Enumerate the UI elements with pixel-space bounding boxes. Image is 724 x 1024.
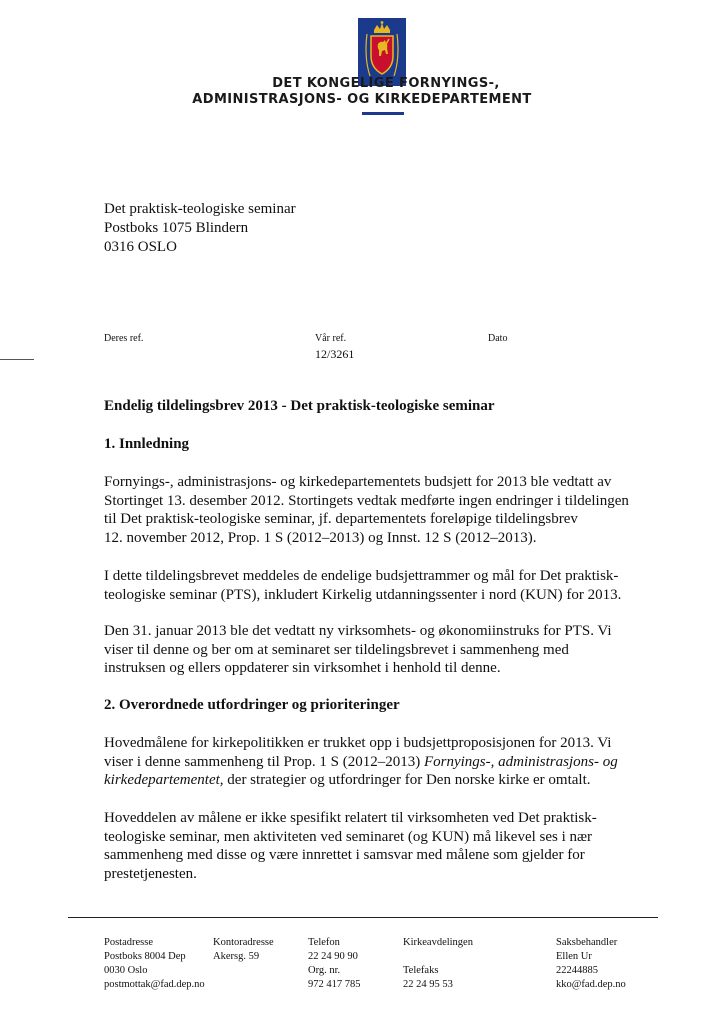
footer-saksbehandler	[556, 936, 626, 992]
footer-heading: Telefon	[308, 937, 340, 948]
paragraph-3	[104, 622, 664, 678]
paragraph-line: teologiske seminar, men aktiviteten ved seminaret (og KUN) må likevel ses i nær	[104, 828, 593, 845]
paragraph-line	[104, 753, 664, 772]
footer-postadresse	[104, 936, 205, 992]
ministry-name-line-2: ADMINISTRASJONS- OG KIRKEDEPARTEMENT	[192, 92, 532, 107]
paragraph-line: Stortinget 13. desember 2012. Stortingets vedtak medførte ingen endringer i tildelingen	[104, 492, 629, 509]
paragraph-line: teologiske seminar (PTS), inkludert Kirkelig utdanningssenter i nord (KUN) for 2013.	[104, 586, 622, 603]
paragraph-line	[104, 771, 664, 790]
section-2-heading: 2. Overordnede utfordringer og prioriteringer	[104, 697, 400, 713]
dato-label: Dato	[488, 333, 508, 344]
footer-value: Postboks 8004 Dep	[104, 951, 186, 962]
paragraph-4	[104, 734, 664, 790]
recipient-postbox: Postboks 1075 Blindern	[104, 220, 249, 236]
paragraph-5	[104, 809, 664, 883]
footer-value: 0030 Oslo	[104, 965, 148, 976]
header-divider	[362, 112, 404, 115]
paragraph-line: Den 31. januar 2013 ble det vedtatt ny virksomhets- og økonomiinstruks for PTS. Vi	[104, 623, 612, 639]
footer-kontoradresse	[213, 936, 274, 964]
fold-mark	[0, 359, 34, 360]
paragraph-line: Fornyings-, administrasjons- og kirkedepartementets budsjett for 2013 ble vedtatt av	[104, 474, 612, 490]
paragraph-line: 12. november 2012, Prop. 1 S (2012–2013) og Innst. 12 S (2012–2013).	[104, 529, 537, 546]
paragraph-line: prestetjenesten.	[104, 865, 197, 882]
footer-value: 972 417 785	[308, 979, 361, 990]
var-ref-label: Vår ref.	[315, 333, 347, 344]
paragraph-line: til Det praktisk-teologiske seminar, jf. departementets foreløpige tildelingsbrev	[104, 511, 578, 527]
paragraph-line: viser til denne og ber om at seminaret ser tildelingsbrevet i sammenheng med	[104, 641, 569, 658]
footer-heading: Kontoradresse	[213, 937, 274, 948]
footer-value: 22 24 90 90	[308, 951, 358, 962]
letter-title: Endelig tildelingsbrev 2013 - Det praktisk-teologiske seminar	[104, 398, 495, 414]
footer-heading: Saksbehandler	[556, 937, 618, 948]
paragraph-1	[104, 473, 664, 547]
footer-heading: Org. nr.	[308, 965, 341, 976]
footer-email[interactable]: postmottak@fad.dep.no	[104, 979, 205, 990]
footer-heading: Postadresse	[104, 937, 153, 948]
footer-telefon	[308, 936, 361, 992]
footer-value: Akersg. 59	[213, 951, 260, 962]
paragraph-line: sammenheng med disse og være innrettet i samsvar med målene som gjelder for	[104, 847, 585, 863]
footer-value: 22 24 95 53	[403, 979, 453, 990]
paragraph-line: Hovedmålene for kirkepolitikken er trukket opp i budsjettproposisjonen for 2013. Vi	[104, 735, 612, 751]
recipient-postcode-city: 0316 OSLO	[104, 239, 177, 255]
footer-value: Ellen Ur	[556, 951, 592, 962]
paragraph-line: instruksen og ellers oppdaterer sin virksomhet i henhold til denne.	[104, 660, 501, 676]
paragraph-text: der strategier og utfordringer for Den norske kirke er omtalt.	[223, 772, 591, 788]
footer-heading: Telefaks	[403, 965, 439, 976]
section-1-heading: 1. Innledning	[104, 436, 190, 452]
deres-ref-label: Deres ref.	[104, 333, 144, 344]
recipient-name: Det praktisk-teologiske seminar	[104, 201, 296, 217]
paragraph-line: I dette tildelingsbrevet meddeles de endelige budsjettrammer og mål for Det praktisk-	[104, 568, 619, 584]
footer-kirkeavdelingen	[403, 936, 473, 992]
paragraph-text: viser i denne sammenheng til Prop. 1 S (2012–2013)	[104, 753, 424, 770]
footer-value: 22244885	[556, 965, 598, 976]
publication-title: Fornyings-, administrasjons- og	[423, 753, 618, 770]
footer-divider	[68, 917, 658, 918]
var-ref-value: 12/3261	[315, 347, 355, 361]
ministry-name-line-1: DET KONGELIGE FORNYINGS-,	[272, 76, 500, 91]
paragraph-line: Hoveddelen av målene er ikke spesifikt relatert til virksomheten ved Det praktisk-	[104, 810, 597, 826]
footer-heading: Kirkeavdelingen	[403, 937, 473, 948]
footer-value	[403, 950, 473, 964]
paragraph-2	[104, 567, 664, 604]
footer-email[interactable]: kko@fad.dep.no	[556, 979, 626, 990]
publication-title: kirkedepartementet,	[104, 772, 224, 788]
